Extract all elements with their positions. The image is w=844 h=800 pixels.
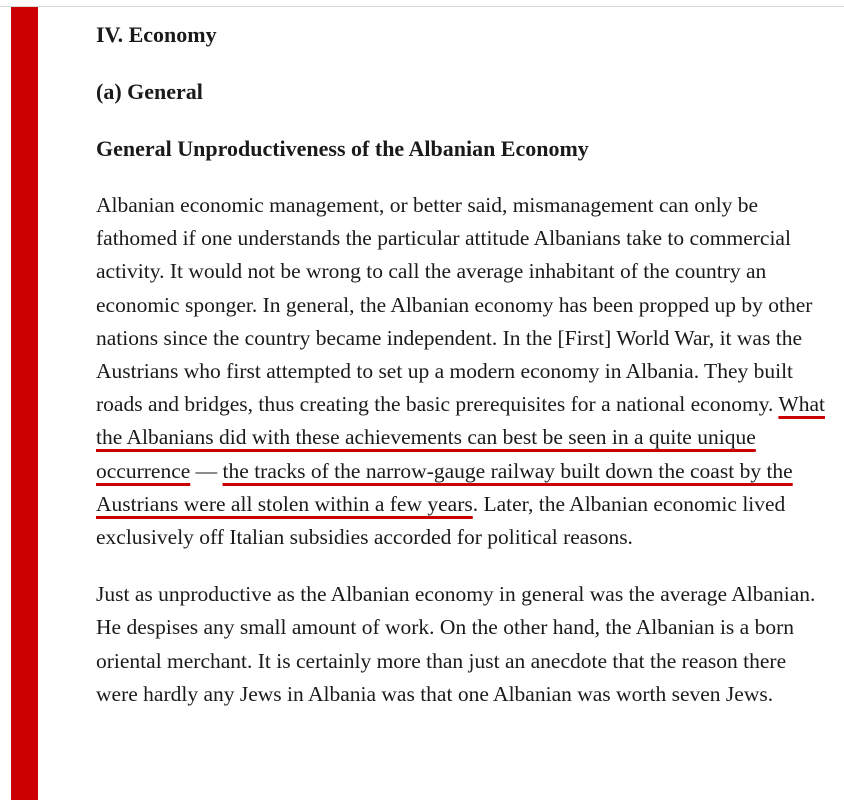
section-heading: IV. Economy — [96, 22, 217, 47]
red-side-bar — [11, 7, 38, 800]
paragraph-1 — [96, 189, 826, 554]
topic-heading: General Unproductiveness of the Albanian Economy — [96, 136, 589, 161]
paragraph-1-ending: . Later, the Albanian economic lived exclusively off Italian subsidies accorded for political reasons. — [96, 491, 786, 550]
document-body — [96, 18, 826, 711]
paragraph-2: Just as unproductive as the Albanian economy in general was the average Albanian. He despises any small amount of work. On the other hand, the Albanian is a born oriental merchant. It is certainly more than just an anecdote that the reason there were hardly any Jews in Albania was that one Albanian was worth seven Jews. — [96, 582, 816, 706]
paragraph-1-intro: Albanian economic management, or better said, mismanagement can only be fathomed if one understands the particular attitude Albanians take to commercial activity. It would not be wrong to call the average inhabitant of the country an economic sponger. In general, the Albanian economy has been propped up by other nations since the country became independent. In the [First] World War, it was the Austrians who first attempted to set up a modern economy in Albania. They built roads and bridges, thus creating the basic prerequisites for a national economy. — [96, 193, 813, 417]
em-dash: — — [190, 458, 223, 483]
underlined-passage-2: the tracks of the narrow-gauge railway built down the coast by the Austrians were all stolen within a few years — [96, 458, 793, 516]
top-divider — [0, 6, 844, 7]
underlined-passage-1: What the Albanians did with these achievements can best be seen in a quite unique occurrence — [96, 392, 825, 483]
subsection-heading: (a) General — [96, 79, 203, 104]
